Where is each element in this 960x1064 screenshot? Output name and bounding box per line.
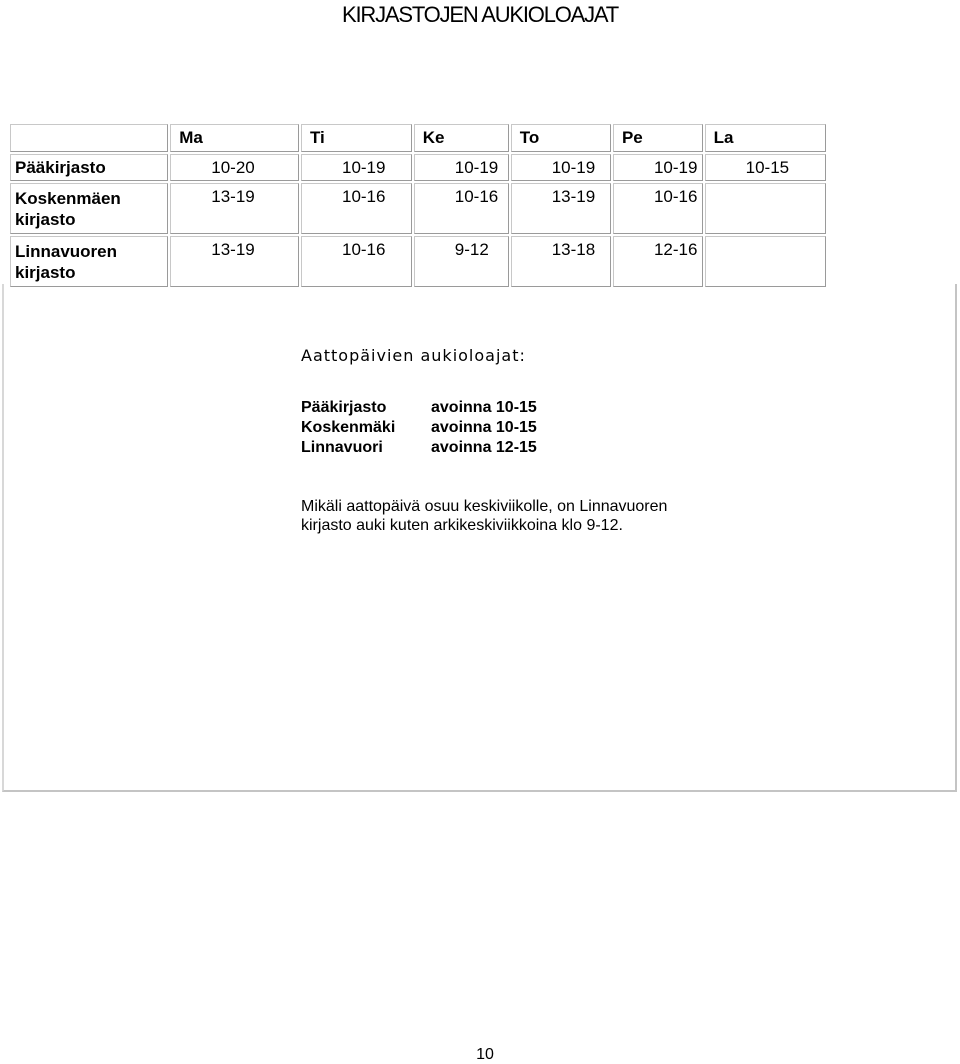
eve-library-name: Koskenmäki — [301, 419, 396, 436]
list-item — [301, 398, 537, 418]
day-header-ti: Ti — [301, 124, 412, 152]
eve-hours-heading: Aattopäivien aukioloajat: — [301, 346, 526, 365]
day-header-ke: Ke — [414, 124, 509, 152]
eve-library-name: Linnavuori — [301, 439, 383, 456]
eve-library-hours: avoinna 10-15 — [431, 399, 537, 416]
table-row — [10, 154, 826, 181]
table-header-row — [10, 124, 826, 152]
day-header-to: To — [511, 124, 611, 152]
corner-cell — [10, 124, 168, 152]
page-number: 10 — [476, 1046, 494, 1063]
hours-cell: 10-19 — [613, 154, 703, 181]
opening-hours-table — [8, 122, 828, 289]
eve-library-hours: avoinna 12-15 — [431, 439, 537, 456]
hours-cell: 13-19 — [170, 183, 299, 234]
eve-hours-box — [2, 284, 957, 792]
library-name: Koskenmäen kirjasto — [10, 183, 168, 234]
day-header-ma: Ma — [170, 124, 299, 152]
table-row — [10, 183, 826, 234]
table-row — [10, 236, 826, 287]
eve-hours-list — [301, 398, 537, 458]
library-name: Linnavuoren kirjasto — [10, 236, 168, 287]
page-title: KIRJASTOJEN AUKIOLOAJAT — [342, 2, 618, 27]
list-item — [301, 418, 537, 438]
eve-library-hours: avoinna 10-15 — [431, 419, 537, 436]
hours-cell: 13-19 — [170, 236, 299, 287]
list-item — [301, 438, 537, 458]
hours-cell — [705, 183, 826, 234]
hours-cell: 13-18 — [511, 236, 611, 287]
hours-cell — [705, 236, 826, 287]
hours-cell: 10-16 — [613, 183, 703, 234]
hours-cell: 10-20 — [170, 154, 299, 181]
eve-hours-note: Mikäli aattopäivä osuu keskiviikolle, on Linnavuoren kirjasto auki kuten arkikeskiviikkoina klo 9-12. — [301, 498, 668, 534]
eve-library-name: Pääkirjasto — [301, 399, 387, 416]
hours-cell: 12-16 — [613, 236, 703, 287]
hours-cell: 9-12 — [414, 236, 509, 287]
hours-cell: 10-16 — [301, 236, 412, 287]
hours-cell: 10-15 — [705, 154, 826, 181]
hours-cell: 10-19 — [414, 154, 509, 181]
day-header-la: La — [705, 124, 826, 152]
hours-cell: 10-16 — [301, 183, 412, 234]
hours-cell: 10-16 — [414, 183, 509, 234]
hours-cell: 13-19 — [511, 183, 611, 234]
hours-cell: 10-19 — [301, 154, 412, 181]
hours-cell: 10-19 — [511, 154, 611, 181]
library-name: Pääkirjasto — [10, 154, 168, 181]
day-header-pe: Pe — [613, 124, 703, 152]
